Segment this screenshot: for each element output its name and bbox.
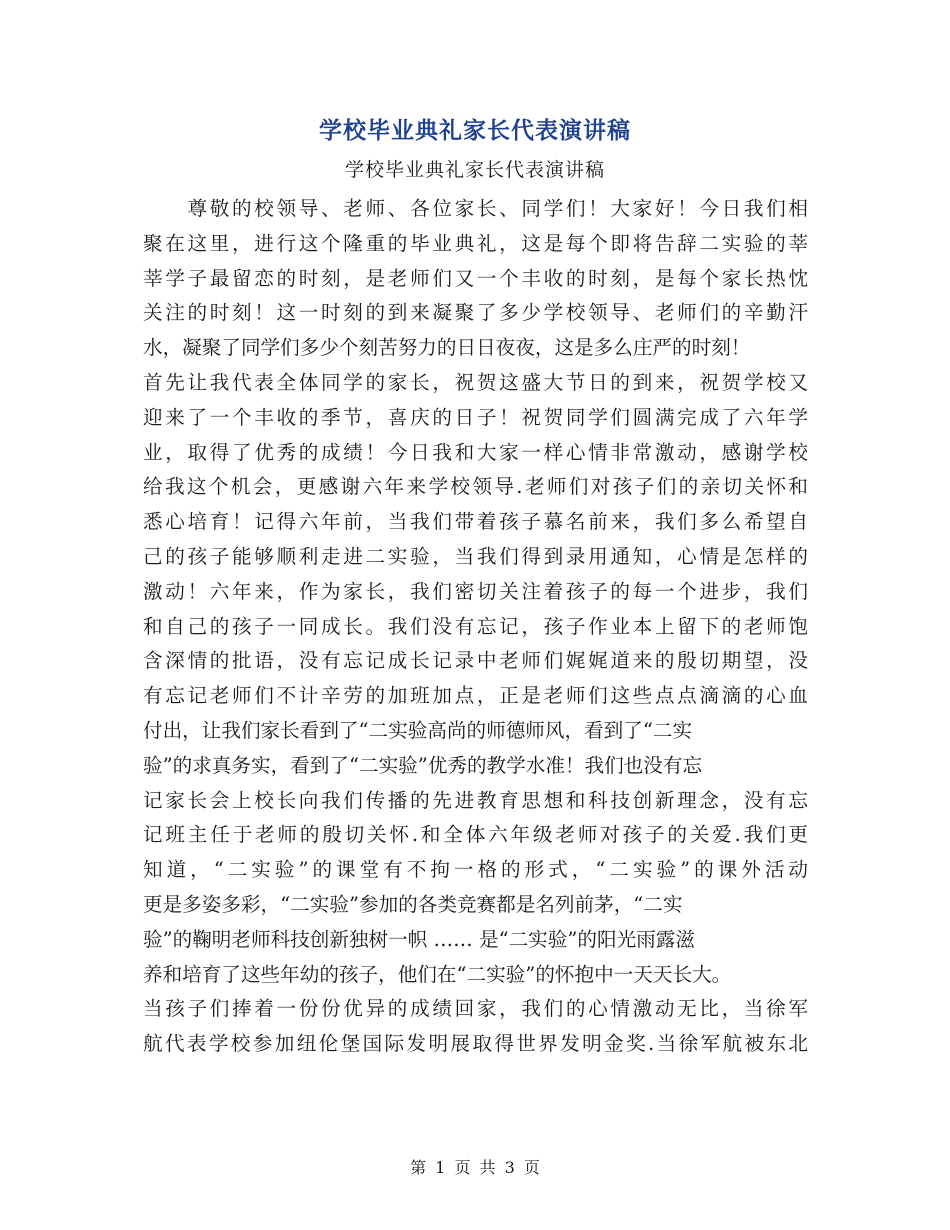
body-line: 关注的时刻！这一时刻的到来凝聚了多少学校领导、老师们的辛勤汗 [143, 301, 808, 325]
body-line: 业，取得了优秀的成绩！今日我和大家一样心情非常激动，感谢学校 [143, 440, 808, 464]
body-line: 养和培育了这些年幼的孩子，他们在“二实验”的怀抱中一天天长大。 [143, 962, 732, 986]
body-line: 和自己的孩子一同成长。我们没有忘记，孩子作业本上留下的老师饱 [143, 614, 808, 638]
body-line: 验”的求真务实，看到了“二实验”优秀的教学水准！我们也没有忘 [143, 753, 703, 777]
body-line: 聚在这里，进行这个隆重的毕业典礼，这是每个即将告辞二实验的莘 [143, 231, 808, 255]
body-line: 迎来了一个丰收的季节，喜庆的日子！祝贺同学们圆满完成了六年学 [143, 405, 808, 429]
body-line: 首先让我代表全体同学的家长，祝贺这盛大节日的到来，祝贺学校又 [143, 370, 808, 394]
body-line: 含深情的批语，没有忘记成长记录中老师们娓娓道来的殷切期望，没 [143, 649, 808, 673]
page-footer: 第 1 页 共 3 页 [410, 1158, 540, 1177]
document-title: 学校毕业典礼家长代表演讲稿 [319, 117, 631, 144]
body-line: 更是多姿多彩，“二实验”参加的各类竞赛都是名列前茅，“二实 [143, 892, 683, 916]
body-line: 给我这个机会，更感谢六年来学校领导.老师们对孩子们的亲切关怀和 [143, 475, 808, 499]
document-subtitle: 学校毕业典礼家长代表演讲稿 [344, 159, 605, 181]
body-line: 尊敬的校领导、老师、各位家长、同学们！大家好！今日我们相 [143, 197, 808, 220]
body-line: 莘学子最留恋的时刻，是老师们又一个丰收的时刻，是每个家长热忱 [143, 266, 808, 290]
body-line: 记家长会上校长向我们传播的先进教育思想和科技创新理念，没有忘 [143, 788, 808, 812]
body-line: 航代表学校参加纽伦堡国际发明展取得世界发明金奖.当徐军航被东北 [143, 1032, 808, 1056]
body-line: 激动！六年来，作为家长，我们密切关注着孩子的每一个进步，我们 [143, 579, 808, 603]
body-line: 知道，“二实验”的课堂有不拘一格的形式，“二实验”的课外活动 [143, 858, 808, 882]
body-line: 己的孩子能够顺利走进二实验，当我们得到录用通知，心情是怎样的 [143, 544, 808, 568]
body-line: 有忘记老师们不计辛劳的加班加点，正是老师们这些点点滴滴的心血 [143, 684, 808, 708]
body-line: 验”的鞠明老师科技创新独树一帜 …… 是“二实验”的阳光雨露滋 [143, 927, 695, 951]
body-line: 悉心培育！记得六年前，当我们带着孩子慕名前来，我们多么希望自 [143, 510, 808, 534]
body-line: 当孩子们捧着一份份优异的成绩回家，我们的心情激动无比，当徐军 [143, 997, 808, 1021]
body-line: 付出，让我们家长看到了“二实验高尚的师德师风，看到了“二实 [143, 718, 693, 742]
body-line: 记班主任于老师的殷切关怀.和全体六年级老师对孩子的关爱.我们更 [143, 823, 808, 847]
document-body [143, 192, 808, 1062]
body-line: 水，凝聚了同学们多少个刻苦努力的日日夜夜，这是多么庄严的时刻！ [143, 336, 751, 360]
